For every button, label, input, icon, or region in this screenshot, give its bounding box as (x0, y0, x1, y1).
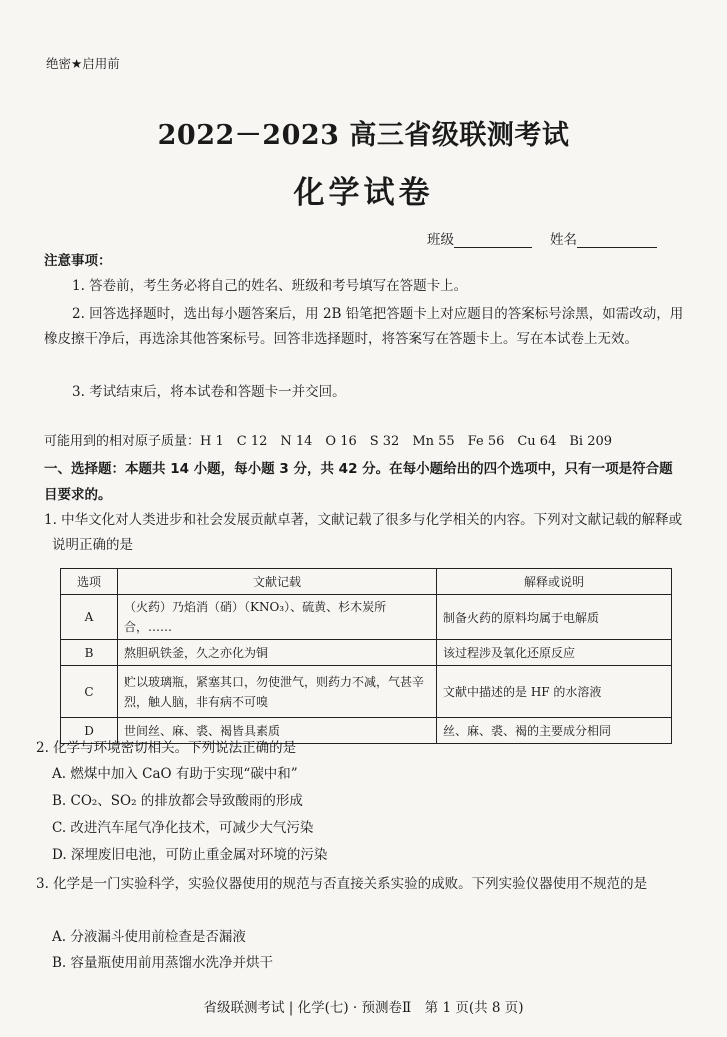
question-2-option-d: D. 深埋废旧电池，可防止重金属对环境的污染 (52, 847, 328, 863)
record-cell: 贮以玻璃瓶，紧塞其口，勿使泄气，则药力不减，气甚辛烈，触人脑，非有病不可嗅 (118, 666, 437, 718)
question-2-option-c: C. 改进汽车尾气净化技术，可减少大气污染 (52, 820, 314, 836)
page-footer: 省级联测考试 | 化学(七) · 预测卷Ⅱ 第 1 页(共 8 页) (203, 1000, 524, 1016)
section-heading: 一、选择题：本题共 14 小题，每小题 3 分，共 42 分。在每小题给出的四个选项中，只有一项是符合题目要求的。 (44, 461, 673, 503)
table-header: 选项 (61, 569, 118, 595)
notes-heading: 注意事项： (44, 253, 112, 269)
question-2-option-a: A. 燃煤中加入 CaO 有助于实现“碳中和” (52, 766, 298, 782)
class-field (427, 228, 532, 248)
exam-subtitle: 化学试卷 (293, 175, 434, 211)
question-2-stem: 2. 化学与环境密切相关。下列说法正确的是 (36, 740, 297, 756)
question-3-stem: 3. 化学是一门实验科学，实验仪器使用的规范与否直接关系实验的成败。下列实验仪器使用不规范的是 (36, 876, 648, 892)
table-header: 解释或说明 (437, 569, 672, 595)
explain-cell: 丝、麻、裘、褐的主要成分相同 (437, 718, 672, 744)
option-cell: C (61, 666, 118, 718)
exam-title: 2022－2023 高三省级联测考试 (157, 120, 570, 151)
option-cell: D (61, 718, 118, 744)
question-3-option-a: A. 分液漏斗使用前检查是否漏液 (52, 929, 246, 945)
note-item-3: 3. 考试结束后，将本试卷和答题卡一并交回。 (72, 384, 346, 400)
question-3-option-b: B. 容量瓶使用前用蒸馏水洗净并烘干 (52, 955, 274, 971)
record-cell: （火药）乃焰消（硝）（KNO₃）、硫黄、杉木炭所合，…… (118, 595, 437, 640)
question-1-table (60, 568, 672, 744)
explain-cell: 制备火药的原料均属于电解质 (437, 595, 672, 640)
option-cell: A (61, 595, 118, 640)
record-cell: 世间丝、麻、裘、褐皆具素质 (118, 718, 437, 744)
explain-cell: 文献中描述的是 HF 的水溶液 (437, 666, 672, 718)
note-item-2: 2. 回答选择题时，选出每小题答案后，用 2B 铅笔把答题卡上对应题目的答案标号涂黑，如需改动，用橡皮擦干净后，再选涂其他答案标号。回答非选择题时，将答案写在答题卡上。写在本试卷上无效。 (44, 306, 684, 347)
name-label: 姓名 (550, 232, 577, 248)
note-item-1: 1. 答卷前，考生务必将自己的姓名、班级和考号填写在答题卡上。 (72, 278, 468, 294)
explain-cell: 该过程涉及氧化还原反应 (437, 640, 672, 666)
class-label: 班级 (427, 232, 454, 248)
atomic-masses: 可能用到的相对原子质量：H 1 C 12 N 14 O 16 S 32 Mn 55 Fe 56 Cu 64 Bi 209 (44, 434, 613, 449)
record-cell: 熬胆矾铁釜，久之亦化为铜 (118, 640, 437, 666)
table-header-row (61, 569, 672, 595)
table-header: 文献记载 (118, 569, 437, 595)
table-row (61, 640, 672, 666)
class-blank (454, 233, 532, 248)
table-row (61, 666, 672, 718)
question-2-option-b: B. CO₂、SO₂ 的排放都会导致酸雨的形成 (52, 793, 303, 809)
question-1-stem: 1. 中华文化对人类进步和社会发展贡献卓著，文献记载了很多与化学相关的内容。下列对文献记载的解释或说明正确的是 (44, 512, 683, 553)
name-field (550, 228, 657, 248)
confidential-mark: 绝密★启用前 (46, 56, 120, 71)
option-cell: B (61, 640, 118, 666)
name-blank (577, 233, 657, 248)
table-row (61, 595, 672, 640)
